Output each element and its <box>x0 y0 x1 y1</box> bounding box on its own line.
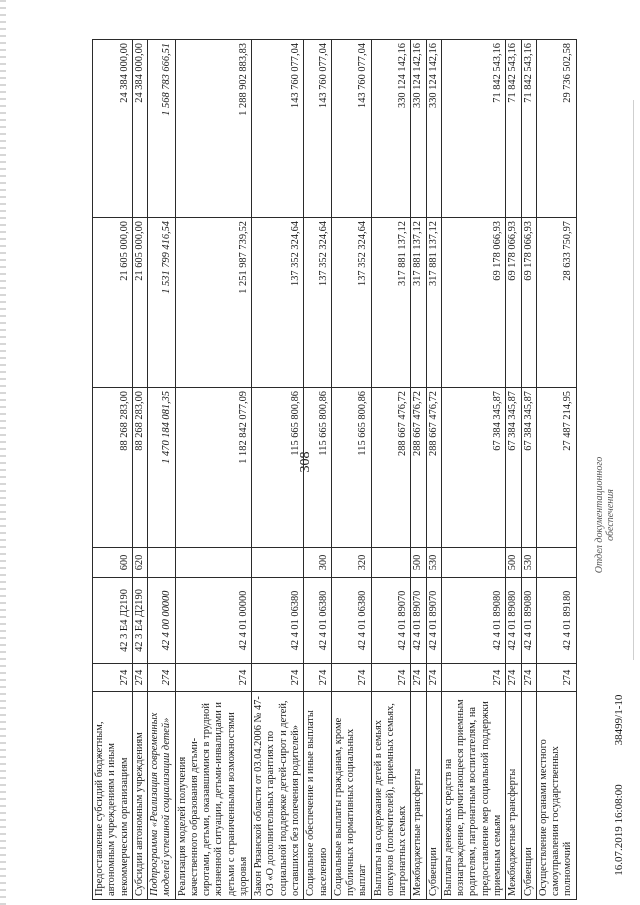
row-amount-year1: 27 487 214,95 <box>536 388 576 548</box>
row-amount-year2: 1 251 987 739,52 <box>175 218 252 388</box>
row-amount-year1: 115 665 800,86 <box>304 388 332 548</box>
department-stamp <box>594 457 616 574</box>
row-ministry-code: 274 <box>252 664 304 692</box>
row-ministry-code: 274 <box>331 664 371 692</box>
row-amount-year1: 67 384 345,87 <box>441 388 505 548</box>
row-amount-year2: 137 352 324,64 <box>304 218 332 388</box>
scan-left-edge <box>0 0 6 905</box>
row-name: Выплаты на содержание детей в семьях опекунов (попечителей), приемных семьях, патронатных семьях <box>371 692 411 900</box>
row-expense-type: 500 <box>506 548 521 578</box>
row-target-article: 42 4 01 89070 <box>371 578 411 664</box>
row-name: Реализация моделей получения качественного образования детьми-сиротами, детьми, оказавшимися в трудной жизненной ситуации, детьми-инвалидами и детьми с ограниченными возможностями здоровья <box>175 692 252 900</box>
table-row <box>506 40 521 900</box>
budget-table <box>92 39 577 900</box>
row-ministry-code: 274 <box>411 664 426 692</box>
row-ministry-code: 274 <box>521 664 536 692</box>
row-ministry-code: 274 <box>536 664 576 692</box>
row-ministry-code: 274 <box>426 664 441 692</box>
table-row <box>93 40 133 900</box>
footer-timestamp: 16.07.2019 16:08:00 <box>613 784 625 876</box>
row-amount-year1: 288 667 476,72 <box>371 388 411 548</box>
row-amount-year3: 29 736 502,58 <box>536 40 576 218</box>
row-amount-year2: 69 178 066,93 <box>521 218 536 388</box>
row-target-article: 42 4 01 89080 <box>521 578 536 664</box>
row-amount-year1: 1 470 184 081,35 <box>148 388 176 548</box>
row-amount-year2: 317 881 137,12 <box>371 218 411 388</box>
row-name: Предоставление субсидий бюджетным, автономным учреждениям и иным некоммерческим организациям <box>93 692 133 900</box>
row-amount-year2: 317 881 137,12 <box>411 218 426 388</box>
table-row <box>252 40 304 900</box>
budget-table-body <box>93 40 577 900</box>
row-amount-year3: 71 842 543,16 <box>506 40 521 218</box>
row-ministry-code: 274 <box>506 664 521 692</box>
row-expense-type: 500 <box>411 548 426 578</box>
row-name: Субвенции <box>521 692 536 900</box>
row-amount-year3: 71 842 543,16 <box>521 40 536 218</box>
row-ministry-code: 274 <box>304 664 332 692</box>
row-name: Осуществление органами местного самоуправления государственных полномочий <box>536 692 576 900</box>
row-amount-year2: 1 531 799 416,54 <box>148 218 176 388</box>
row-target-article: 42 4 00 00000 <box>148 578 176 664</box>
row-target-article: 42 3 E4 Д2190 <box>132 578 147 664</box>
row-amount-year3: 330 124 142,16 <box>411 40 426 218</box>
row-target-article: 42 4 01 06380 <box>252 578 304 664</box>
row-expense-type <box>252 548 304 578</box>
row-amount-year1: 115 665 800,86 <box>252 388 304 548</box>
page-number: 308 <box>298 451 313 473</box>
row-ministry-code: 274 <box>371 664 411 692</box>
row-name: Закон Рязанской области от 03.04.2006 № 47-ОЗ «О дополнительных гарантиях по социальной поддержке детей-сирот и детей, оставшихся без попечения родителей» <box>252 692 304 900</box>
row-target-article: 42 4 01 89080 <box>441 578 505 664</box>
row-amount-year2: 137 352 324,64 <box>252 218 304 388</box>
row-amount-year2: 317 881 137,12 <box>426 218 441 388</box>
row-name: Субвенции <box>426 692 441 900</box>
row-target-article: 42 4 01 89070 <box>426 578 441 664</box>
row-name: Субсидии автономным учреждениям <box>132 692 147 900</box>
table-row <box>331 40 371 900</box>
row-amount-year1: 88 268 283,00 <box>93 388 133 548</box>
row-expense-type <box>148 548 176 578</box>
row-name: Подпрограмма «Реализация современных моделей успешной социализации детей» <box>148 692 176 900</box>
row-amount-year3: 143 760 077,04 <box>331 40 371 218</box>
row-target-article: 42 4 01 06380 <box>331 578 371 664</box>
row-amount-year2: 21 605 000,00 <box>132 218 147 388</box>
row-name: Социальное обеспечение и иные выплаты населению <box>304 692 332 900</box>
row-expense-type: 530 <box>521 548 536 578</box>
row-ministry-code: 274 <box>441 664 505 692</box>
row-amount-year1: 115 665 800,86 <box>331 388 371 548</box>
row-amount-year3: 24 384 000,00 <box>93 40 133 218</box>
table-row <box>304 40 332 900</box>
row-amount-year3: 71 842 543,16 <box>441 40 505 218</box>
row-target-article: 42 4 01 89180 <box>536 578 576 664</box>
row-expense-type: 300 <box>304 548 332 578</box>
row-amount-year2: 28 633 750,97 <box>536 218 576 388</box>
table-row <box>148 40 176 900</box>
row-amount-year2: 69 178 066,93 <box>441 218 505 388</box>
row-target-article: 42 3 E4 Д2190 <box>93 578 133 664</box>
row-amount-year1: 67 384 345,87 <box>521 388 536 548</box>
row-amount-year3: 143 760 077,04 <box>304 40 332 218</box>
row-expense-type <box>536 548 576 578</box>
row-ministry-code: 274 <box>132 664 147 692</box>
row-expense-type: 620 <box>132 548 147 578</box>
row-amount-year1: 88 268 283,00 <box>132 388 147 548</box>
table-row <box>411 40 426 900</box>
row-ministry-code: 274 <box>175 664 252 692</box>
row-expense-type: 320 <box>331 548 371 578</box>
table-row <box>371 40 411 900</box>
row-expense-type <box>371 548 411 578</box>
row-target-article: 42 4 01 89070 <box>411 578 426 664</box>
footer-doc-code: 38499/1-10 <box>613 694 625 746</box>
row-expense-type <box>441 548 505 578</box>
table-row <box>441 40 505 900</box>
row-target-article: 42 4 01 06380 <box>304 578 332 664</box>
table-row <box>426 40 441 900</box>
table-row <box>521 40 536 900</box>
row-amount-year2: 137 352 324,64 <box>331 218 371 388</box>
row-name: Социальные выплаты гражданам, кроме публичных нормативных социальных выплат <box>331 692 371 900</box>
row-amount-year3: 330 124 142,16 <box>371 40 411 218</box>
row-name: Выплаты денежных средств на вознаграждение, причитающееся приемным родителям, патронатным воспитателям, на предоставление мер социальной поддержки приемным семьям <box>441 692 505 900</box>
department-stamp-line1: Отдел документационного <box>594 456 605 574</box>
row-amount-year3: 1 288 902 883,83 <box>175 40 252 218</box>
row-amount-year3: 330 124 142,16 <box>426 40 441 218</box>
rotated-page-content <box>92 40 574 900</box>
table-row <box>536 40 576 900</box>
row-amount-year1: 1 182 842 077,09 <box>175 388 252 548</box>
row-amount-year3: 143 760 077,04 <box>252 40 304 218</box>
row-expense-type: 600 <box>93 548 133 578</box>
row-amount-year2: 21 605 000,00 <box>93 218 133 388</box>
row-amount-year3: 1 568 783 666,51 <box>148 40 176 218</box>
row-name: Межбюджетные трансферты <box>506 692 521 900</box>
row-ministry-code: 274 <box>93 664 133 692</box>
row-name: Межбюджетные трансферты <box>411 692 426 900</box>
scan-right-edge <box>633 100 634 660</box>
row-target-article: 42 4 01 00000 <box>175 578 252 664</box>
table-row <box>175 40 252 900</box>
row-amount-year1: 288 667 476,72 <box>411 388 426 548</box>
department-stamp-line2: обеспечения <box>605 489 616 541</box>
row-amount-year3: 24 384 000,00 <box>132 40 147 218</box>
row-amount-year1: 67 384 345,87 <box>506 388 521 548</box>
table-row <box>132 40 147 900</box>
row-amount-year2: 69 178 066,93 <box>506 218 521 388</box>
row-expense-type: 530 <box>426 548 441 578</box>
row-ministry-code: 274 <box>148 664 176 692</box>
row-amount-year1: 288 667 476,72 <box>426 388 441 548</box>
row-expense-type <box>175 548 252 578</box>
row-target-article: 42 4 01 89080 <box>506 578 521 664</box>
